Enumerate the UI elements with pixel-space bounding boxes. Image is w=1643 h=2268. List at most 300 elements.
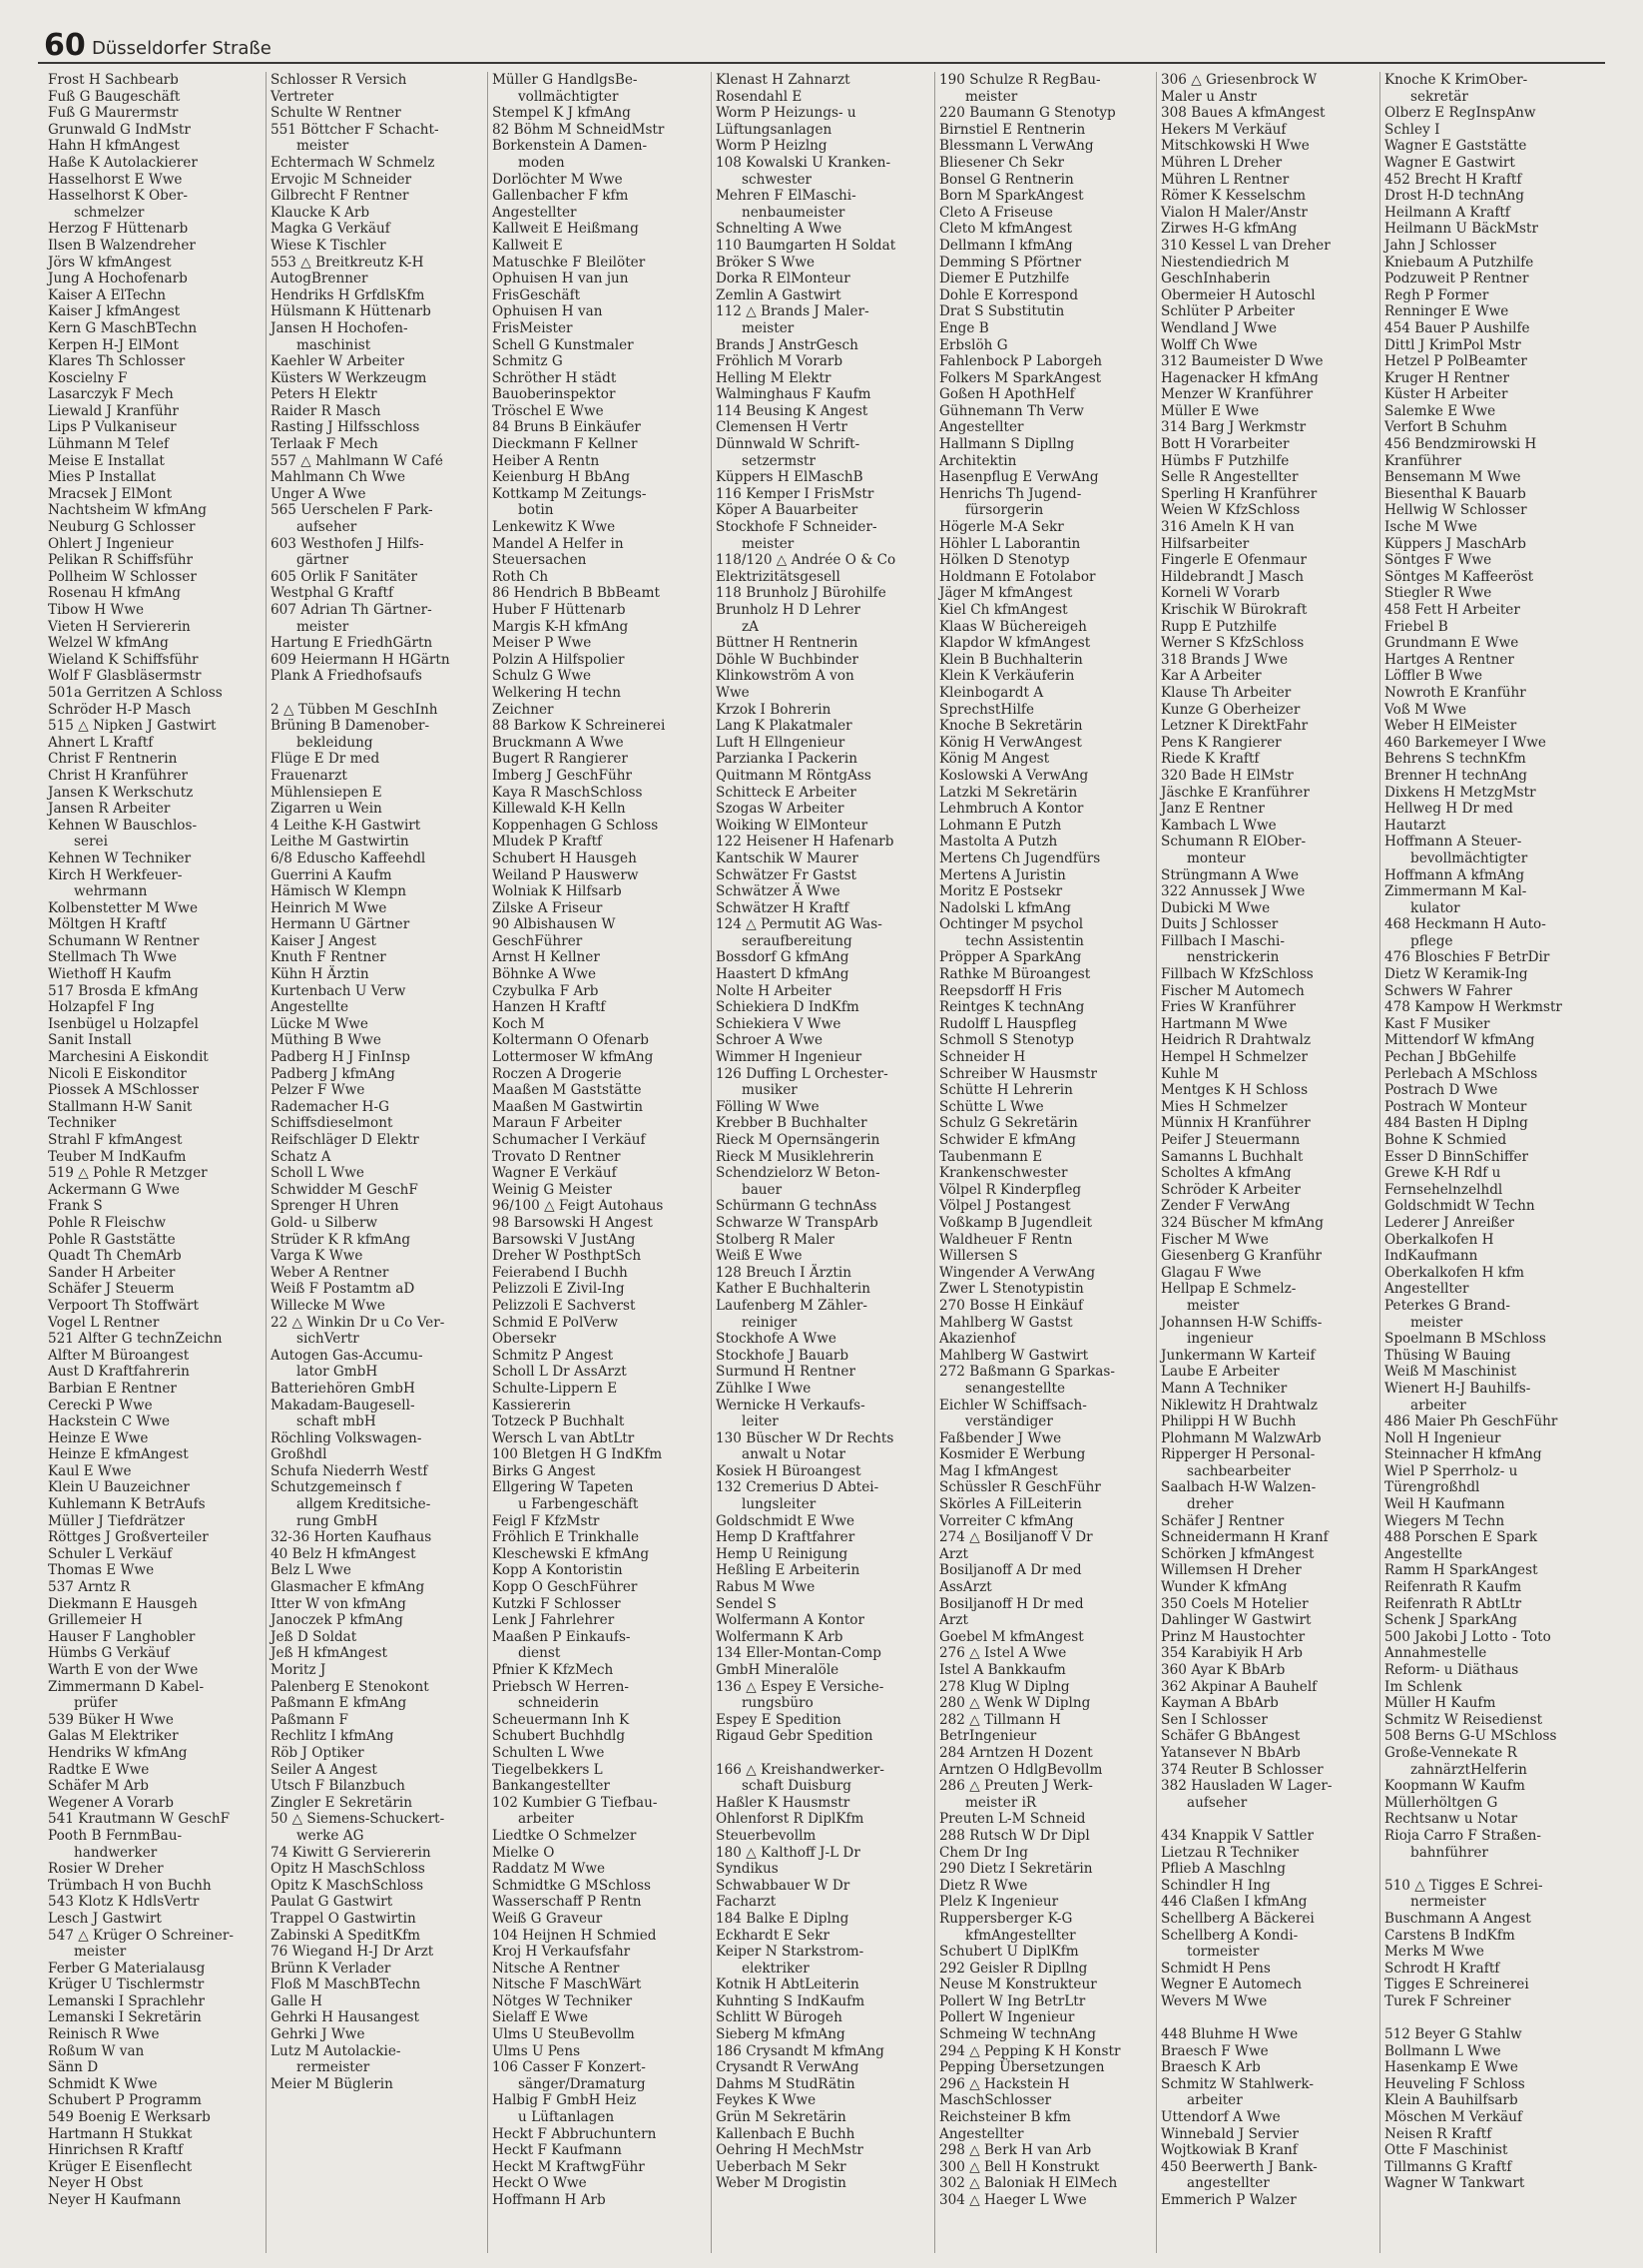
directory-entry: Kirch H Werkfeuer- — [48, 866, 183, 883]
directory-entry: Kuhlemann K BetrAufs — [48, 1496, 206, 1513]
directory-entry: Goebel M kfmAngest — [939, 1628, 1084, 1645]
directory-entry: Möschen M Verkäuf — [1384, 2109, 1523, 2126]
directory-entry: 452 Brecht H Kraftf — [1384, 171, 1522, 188]
directory-entry: Bauoberinspektor — [492, 386, 616, 403]
directory-entry: angestellter — [1187, 2175, 1270, 2192]
directory-entry: Stellmach Th Wwe — [48, 949, 177, 966]
directory-entry: Wunder K kfmAng — [1161, 1579, 1288, 1596]
directory-entry: Facharzt — [716, 1894, 777, 1911]
directory-entry: Peters H Elektr — [271, 386, 377, 403]
directory-entry: 118/120 △ Andrée O & Co — [716, 552, 896, 569]
street-title: Düsseldorfer Straße — [92, 38, 272, 59]
directory-entry: Ellgering W Tapeten — [492, 1479, 634, 1496]
directory-entry: 40 Belz H kfmAngest — [271, 1545, 416, 1562]
directory-entry: Ilsen B Walzendreher — [48, 237, 196, 254]
directory-entry: Kallenbach E Buchh — [716, 2125, 855, 2142]
directory-entry: Rigaud Gebr Spedition — [716, 1728, 873, 1745]
directory-entry: meister — [296, 138, 349, 155]
directory-entry: Bruckmann A Wwe — [492, 734, 624, 751]
directory-entry: Goldschmidt E Wwe — [716, 1512, 855, 1529]
directory-entry: Schmitz W Reisedienst — [1384, 1711, 1543, 1728]
directory-entry: Rabus M Wwe — [716, 1579, 816, 1596]
directory-entry: Sielaff E Wwe — [492, 2009, 589, 2026]
directory-entry: meister — [1187, 1297, 1240, 1314]
directory-entry: Köper A Bauarbeiter — [716, 502, 858, 519]
directory-column-5 — [934, 72, 1156, 2253]
directory-entry: Zimmermann D Kabel- — [48, 1678, 205, 1695]
directory-entry: Worm P Heizlng — [716, 138, 827, 155]
directory-entry: Dünnwald W Schrift- — [716, 436, 860, 453]
directory-entry: Röchling Volkswagen- — [271, 1429, 422, 1446]
directory-entry: Galle H — [271, 1992, 322, 2009]
directory-entry: Wolff Ch Wwe — [1161, 336, 1258, 353]
directory-entry: Oberkalkofen H kfm — [1384, 1264, 1524, 1281]
directory-column-4 — [711, 72, 934, 2253]
directory-entry: Bröker S Wwe — [716, 254, 816, 271]
directory-entry: Pelizzoli E Sachverst — [492, 1297, 636, 1314]
directory-entry: kfmAngestellter — [965, 1927, 1076, 1944]
directory-entry: Hölken D Stenotyp — [939, 552, 1070, 569]
directory-entry: meister — [742, 535, 795, 552]
directory-entry: Enge B — [939, 319, 989, 336]
directory-entry: Hasselhorst E Wwe — [48, 171, 183, 188]
directory-entry: Kleschewski E kfmAng — [492, 1545, 650, 1562]
directory-entry: Frost H Sachbearb — [48, 72, 179, 88]
directory-entry: Steinnacher H kfmAng — [1384, 1446, 1542, 1463]
directory-entry: Dietz R Wwe — [939, 1877, 1028, 1894]
directory-entry: 354 Karabiyik H Arb — [1161, 1645, 1303, 1662]
directory-entry: 603 Westhofen J Hilfs- — [271, 535, 424, 552]
directory-entry: Krüger E Eisenflecht — [48, 2158, 193, 2175]
directory-entry: Höhler L Laborantin — [939, 535, 1081, 552]
directory-entry: Opitz K MaschSchloss — [271, 1877, 424, 1894]
directory-entry: Sieberg M kfmAng — [716, 2026, 845, 2043]
directory-entry: Zimmermann M Kal- — [1384, 883, 1527, 900]
directory-entry: 360 Ayar K BbArb — [1161, 1662, 1286, 1678]
directory-entry: Völpel J Postangest — [939, 1198, 1071, 1215]
directory-entry: Latzki M Sekretärin — [939, 784, 1078, 801]
directory-entry: schmelzer — [74, 204, 145, 221]
directory-entry: Lasarczyk F Mech — [48, 386, 174, 403]
directory-entry: Diekmann E Hausgeh — [48, 1595, 198, 1612]
directory-entry: Gold- u Silberw — [271, 1214, 377, 1231]
directory-column-2 — [266, 72, 487, 2253]
directory-entry: Klause Th Arbeiter — [1161, 684, 1292, 701]
directory-entry: Surmund H Rentner — [716, 1364, 855, 1381]
directory-entry: Kather E Buchhalterin — [716, 1281, 871, 1298]
directory-entry: Hinrichsen R Kraftf — [48, 2142, 184, 2159]
directory-entry: Lang K Plakatmaler — [716, 718, 852, 735]
directory-entry: Jahn J Schlosser — [1384, 237, 1496, 254]
directory-entry: Klenast H Zahnarzt — [716, 72, 850, 88]
directory-entry: Brünn K Verlader — [271, 1960, 391, 1977]
directory-entry: Barsowski V JustAng — [492, 1231, 636, 1248]
directory-entry: arbeiter — [1410, 1397, 1466, 1414]
directory-entry: Mracsek J ElMont — [48, 485, 173, 502]
directory-entry: Schubert H Hausgeh — [492, 850, 637, 866]
directory-entry: Dieckmann F Kellner — [492, 436, 638, 453]
directory-entry: Dellmann I kfmAng — [939, 237, 1073, 254]
directory-entry: Samanns L Buchhalt — [1161, 1148, 1304, 1165]
directory-entry: Kaiser J Angest — [271, 932, 376, 949]
directory-entry: Kallweit E — [492, 237, 563, 254]
directory-entry: Buschmann A Angest — [1384, 1910, 1531, 1927]
directory-entry: Grewe K-H Rdf u — [1384, 1165, 1501, 1182]
directory-entry: leiter — [742, 1414, 779, 1430]
directory-entry: Fröhlich M Vorarb — [716, 353, 843, 370]
directory-entry: serei — [74, 834, 108, 850]
directory-entry: Bohne K Schmied — [1384, 1132, 1507, 1148]
directory-entry: Stockhofe A Wwe — [716, 1331, 836, 1348]
directory-entry: 74 Kiwitt G Serviererin — [271, 1844, 431, 1861]
directory-entry: Kutzki F Schlosser — [492, 1595, 621, 1612]
directory-entry: aufseher — [296, 519, 357, 536]
directory-entry: Glasmacher E kfmAng — [271, 1579, 425, 1596]
directory-entry: Küppers J MaschArb — [1384, 535, 1527, 552]
directory-entry: Hempel H Schmelzer — [1161, 1049, 1309, 1066]
directory-entry: Rosenau H kfmAng — [48, 585, 181, 602]
directory-entry: 122 Heisener H Hafenarb — [716, 834, 894, 850]
directory-entry: vollmächtigter — [518, 88, 619, 105]
directory-entry: Kar A Arbeiter — [1161, 668, 1262, 685]
directory-entry: Plohmann M WalzwArb — [1161, 1429, 1322, 1446]
directory-entry: Kolbenstetter M Wwe — [48, 899, 198, 916]
directory-entry: Schörken J kfmAngest — [1161, 1545, 1315, 1562]
directory-entry: Wingender A VerwAng — [939, 1264, 1096, 1281]
directory-entry: Jörs W kfmAngest — [48, 254, 172, 271]
directory-entry: sichVertr — [296, 1331, 359, 1348]
directory-entry: lator GmbH — [296, 1364, 378, 1381]
directory-entry: Holdmann E Fotolabor — [939, 568, 1096, 585]
directory-entry: 304 △ Haeger L Wwe — [939, 2192, 1087, 2208]
directory-entry: Söntges F Wwe — [1384, 552, 1492, 569]
directory-entry: Huber F Hüttenarb — [492, 602, 626, 618]
directory-entry: Schmitz P Angest — [492, 1347, 614, 1364]
directory-entry: 180 △ Kalthoff J-L Dr — [716, 1844, 860, 1861]
directory-entry: Hagenacker H kfmAng — [1161, 369, 1319, 386]
directory-entry: Meier M Büglerin — [271, 2075, 393, 2092]
directory-entry: Zeichner — [492, 701, 554, 718]
directory-entry: GeschFührer — [492, 932, 583, 949]
directory-entry — [271, 685, 487, 702]
directory-entry: handwerker — [74, 1844, 158, 1861]
directory-entry: Ueberbach M Sekr — [716, 2158, 846, 2175]
directory-entry: 565 Uerschelen F Park- — [271, 502, 433, 519]
directory-entry: Schendzielorz W Beton- — [716, 1165, 880, 1182]
directory-entry: Lederer J Anreißer — [1384, 1214, 1515, 1231]
directory-entry: Gehrki H Hausangest — [271, 2009, 419, 2026]
directory-entry: Schreiber W Hausmstr — [939, 1065, 1097, 1082]
directory-entry: Schwidder M GeschF — [271, 1181, 418, 1198]
directory-entry: Architektin — [939, 452, 1017, 469]
directory-entry: Holzapfel F Ing — [48, 999, 155, 1016]
directory-entry: Pooth B FernmBau- — [48, 1827, 183, 1844]
directory-entry: Schiekiera V Wwe — [716, 1015, 841, 1032]
directory-entry: fürsorgerin — [965, 502, 1044, 519]
directory-entry: Schufa Niederrh Westf — [271, 1462, 428, 1479]
directory-entry: Drost H-D technAng — [1384, 188, 1524, 205]
directory-entry: Makadam-Baugesell- — [271, 1397, 415, 1414]
directory-entry: Wieland K Schiffsführ — [48, 651, 199, 668]
directory-entry: FrisMeister — [492, 319, 573, 336]
directory-entry: 100 Bletgen H G IndKfm — [492, 1446, 663, 1463]
directory-entry: Taubenmann E — [939, 1148, 1043, 1165]
directory-entry: MaschSchlosser — [939, 2092, 1052, 2109]
directory-entry: Sander H Arbeiter — [48, 1264, 176, 1281]
directory-entry: Meise E Installat — [48, 452, 165, 469]
directory-entry: Rioja Carro F Straßen- — [1384, 1827, 1542, 1844]
directory-entry: Kast F Musiker — [1384, 1015, 1490, 1032]
directory-entry: Steuerbevollm — [716, 1827, 817, 1844]
directory-entry: Opitz H MaschSchloss — [271, 1861, 425, 1878]
directory-entry: Jansen K Werkschutz — [48, 784, 194, 801]
directory-entry: Riede K Kraftf — [1161, 751, 1260, 768]
directory-entry: Röttges J Großverteiler — [48, 1529, 209, 1546]
directory-entry: Römer K Kesselschm — [1161, 188, 1307, 205]
directory-entry: Schubert U DiplKfm — [939, 1944, 1079, 1961]
directory-entry: Krebber B Buchhalter — [716, 1115, 867, 1132]
directory-entry: Vorreiter C kfmAng — [939, 1512, 1074, 1529]
directory-entry: Angestellte — [1384, 1545, 1463, 1562]
directory-entry: Fernsehelnzelhdl — [1384, 1181, 1503, 1198]
directory-entry: Hautarzt — [1384, 817, 1446, 834]
directory-entry: Nowroth E Kranführ — [1384, 684, 1526, 701]
directory-entry: Wimmer H Ingenieur — [716, 1049, 862, 1066]
directory-entry: Weber M Drogistin — [716, 2175, 846, 2192]
directory-entry: Kranführer — [1384, 452, 1462, 469]
directory-entry: Pohle R Fleischw — [48, 1214, 166, 1231]
directory-entry: Scholtes A kfmAng — [1161, 1165, 1292, 1182]
directory-entry: Cerecki P Wwe — [48, 1397, 153, 1414]
directory-entry: Dahlinger W Gastwirt — [1161, 1612, 1312, 1629]
directory-entry: Willecke M Wwe — [271, 1297, 385, 1314]
directory-entry: Batteriehören GmbH — [271, 1380, 415, 1397]
directory-entry: Lemanski I Sprachlehr — [48, 1992, 206, 2009]
directory-entry: 6/8 Eduscho Kaffeehdl — [271, 850, 426, 866]
directory-entry: Niklewitz H Drahtwalz — [1161, 1397, 1318, 1414]
directory-entry: Lutz M Autolackie- — [271, 2042, 401, 2059]
directory-entry: Mies H Schmelzer — [1161, 1098, 1288, 1115]
directory-entry: 476 Bloschies F BetrDir — [1384, 949, 1550, 966]
directory-entry: Nachtsheim W kfmAng — [48, 502, 207, 519]
directory-entry: Kunze G Oberheizer — [1161, 701, 1301, 718]
directory-entry: Schell G Kunstmaler — [492, 336, 634, 353]
directory-entry: meister — [1410, 1314, 1463, 1331]
directory-entry: Schuler L Verkäuf — [48, 1545, 173, 1562]
directory-entry: Polzin A Hilfspolier — [492, 651, 625, 668]
directory-entry: Istel A Bankkaufm — [939, 1662, 1066, 1678]
directory-entry: Weiß M Maschinist — [1384, 1364, 1517, 1381]
directory-entry: Goßen H ApothHelf — [939, 386, 1075, 403]
directory-column-7 — [1379, 72, 1607, 2253]
directory-entry: Schiekiera D IndKfm — [716, 999, 859, 1016]
directory-entry: Born M SparkAngest — [939, 188, 1084, 205]
directory-entry: Maraun F Arbeiter — [492, 1115, 622, 1132]
directory-entry: Pollert W Ing BetrLtr — [939, 1992, 1086, 2009]
directory-entry: Leithe M Gastwirtin — [271, 834, 409, 850]
directory-entry: zahnärztHelferin — [1410, 1761, 1527, 1778]
directory-entry: Drat S Substitutin — [939, 303, 1065, 320]
directory-entry: Knoche B Sekretärin — [939, 718, 1083, 735]
directory-entry: Welzel W kfmAng — [48, 635, 169, 652]
directory-entry: Ulms U SteuBevollm — [492, 2026, 635, 2043]
directory-entry: Schmidt H Pens — [1161, 1960, 1271, 1977]
directory-entry: Zingler E Sekretärin — [271, 1794, 413, 1811]
directory-entry: Feierabend I Buchh — [492, 1264, 628, 1281]
directory-entry: Brunholz H D Lehrer — [716, 602, 861, 618]
directory-entry: Schenk J SparkAng — [1384, 1612, 1517, 1629]
directory-entry: Kniebaum A Putzhilfe — [1384, 254, 1534, 271]
directory-entry: Schumann W Rentner — [48, 932, 200, 949]
directory-entry: Böhnke A Wwe — [492, 966, 597, 983]
directory-entry: Otte F Maschinist — [1384, 2142, 1508, 2159]
directory-entry: Knuth F Rentner — [271, 949, 386, 966]
directory-entry: Clemensen H Vertr — [716, 419, 847, 436]
directory-entry: Paßmann F — [271, 1711, 348, 1728]
directory-entry: Hauser F Langhobler — [48, 1628, 196, 1645]
directory-entry: Strüngmann A Wwe — [1161, 866, 1300, 883]
directory-entry: Jäschke E Kranführer — [1161, 784, 1310, 801]
directory-entry: Lips P Vulkaniseur — [48, 419, 177, 436]
directory-entry: Ripperger H Personal- — [1161, 1446, 1316, 1463]
directory-entry: Kruger H Rentner — [1384, 369, 1509, 386]
directory-entry: 320 Bade H ElMstr — [1161, 767, 1294, 784]
directory-entry: Dorka R ElMonteur — [716, 271, 850, 287]
directory-entry: Wevers M Wwe — [1161, 1992, 1268, 2009]
directory-entry: Bankangestellter — [492, 1778, 610, 1795]
directory-entry: anwalt u Notar — [742, 1446, 845, 1463]
directory-entry: Hildebrandt J Masch — [1161, 568, 1304, 585]
directory-entry: Schumacher I Verkäuf — [492, 1132, 646, 1148]
directory-entry: Rechtsanw u Notar — [1384, 1811, 1518, 1828]
directory-entry: Lühmann M Telef — [48, 436, 170, 453]
directory-entry: Lietzau R Techniker — [1161, 1844, 1300, 1861]
directory-entry: Grillemeier H — [48, 1612, 143, 1629]
directory-entry: Zender F VerwAng — [1161, 1198, 1291, 1215]
directory-entry: Olberz E RegInspAnw — [1384, 105, 1536, 122]
directory-entry: 486 Maier Ph GeschFühr — [1384, 1414, 1558, 1430]
directory-entry: Schatz A — [271, 1148, 331, 1165]
directory-entry: Emmerich P Walzer — [1161, 2192, 1297, 2208]
directory-entry: Bliesener Ch Sekr — [939, 154, 1064, 171]
directory-entry: Haßler K Hausmstr — [716, 1794, 850, 1811]
directory-entry: Brüning B Damenober- — [271, 718, 430, 735]
directory-entry: Kallweit E Heißmang — [492, 221, 639, 238]
directory-entry: Küsters W Werkzeugm — [271, 369, 427, 386]
directory-entry: Frauenarzt — [271, 767, 347, 784]
directory-entry: Gilbrecht F Rentner — [271, 188, 409, 205]
directory-entry: Heiber A Rentn — [492, 452, 600, 469]
directory-entry: 132 Cremerius D Abtei- — [716, 1479, 879, 1496]
directory-entry: nenbaumeister — [742, 204, 845, 221]
directory-entry: verständiger — [965, 1414, 1053, 1430]
directory-entry: 543 Klotz K HdlsVertr — [48, 1894, 200, 1911]
directory-entry: 362 Akpinar A Bauhelf — [1161, 1678, 1318, 1695]
directory-entry: Roczen A Drogerie — [492, 1065, 622, 1082]
directory-entry: prüfer — [74, 1695, 118, 1712]
directory-entry: Obermeier H Autoschl — [1161, 286, 1316, 303]
directory-entry: Espey E Spedition — [716, 1711, 841, 1728]
directory-entry: 557 △ Mahlmann W Café — [271, 452, 443, 469]
directory-entry: Nitsche F MaschWärt — [492, 1977, 642, 1993]
directory-entry: Wiel P Sperrholz- u — [1384, 1462, 1518, 1479]
directory-entry: Hartmann H Stukkat — [48, 2125, 193, 2142]
directory-entry: Wagner E Verkäuf — [492, 1165, 617, 1182]
directory-entry: Schutzgemeinsch f — [271, 1479, 401, 1496]
directory-entry: Stiegler R Wwe — [1384, 585, 1492, 602]
directory-entry: Feigl F KfzMstr — [492, 1512, 600, 1529]
directory-entry: Magka G Verkäuf — [271, 221, 390, 238]
directory-entry: Eichler W Schiffsach- — [939, 1397, 1087, 1414]
directory-entry: Schrodt H Kraftf — [1384, 1960, 1500, 1977]
directory-entry: 450 Beerwerth J Bank- — [1161, 2158, 1318, 2175]
directory-entry: Parzianka I Packerin — [716, 751, 857, 768]
directory-entry: Echtermach W Schmelz — [271, 154, 435, 171]
directory-entry: Preuten L-M Schneid — [939, 1811, 1086, 1828]
directory-entry: senangestellte — [965, 1380, 1066, 1397]
directory-entry: 316 Ameln K H van — [1161, 519, 1295, 536]
directory-entry: AutogBrenner — [271, 271, 368, 287]
directory-entry: Tröschel E Wwe — [492, 402, 604, 419]
directory-entry: Welkering H techn — [492, 684, 621, 701]
directory-entry: Weber H ElMeister — [1384, 718, 1517, 735]
directory-entry: Menzer W Kranführer — [1161, 386, 1314, 403]
directory-entry: Küster H Arbeiter — [1384, 386, 1508, 403]
directory-entry: Angestellte — [271, 999, 349, 1016]
directory-entry: 306 △ Griesenbrock W — [1161, 72, 1318, 88]
directory-entry: 324 Büscher M kfmAng — [1161, 1214, 1324, 1231]
directory-entry: Prinz M Haustochter — [1161, 1628, 1306, 1645]
directory-entry: Bugert R Rangierer — [492, 751, 628, 768]
directory-entry: pflege — [1410, 932, 1453, 949]
directory-entry: Pelzer F Wwe — [271, 1082, 365, 1099]
directory-entry: Trovato D Rentner — [492, 1148, 621, 1165]
directory-entry: Hermann U Gärtner — [271, 916, 410, 933]
directory-entry: Akazienhof — [939, 1331, 1016, 1348]
directory-entry: 298 △ Berk H van Arb — [939, 2142, 1092, 2159]
directory-entry: meister iR — [965, 1794, 1037, 1811]
directory-entry: 190 Schulze R RegBau- — [939, 72, 1101, 88]
directory-entry: Carstens B IndKfm — [1384, 1927, 1515, 1944]
directory-entry: Kaiser A ElTechn — [48, 286, 167, 303]
directory-entry: Duits J Schlosser — [1161, 916, 1279, 933]
directory-entry: Pepping Übersetzungen — [939, 2059, 1105, 2076]
directory-entry: Wwe — [716, 684, 750, 701]
directory-entry: Rademacher H-G — [271, 1098, 389, 1115]
directory-entry: 116 Kemper I FrisMstr — [716, 485, 874, 502]
directory-entry: Nolte H Arbeiter — [716, 982, 831, 999]
directory-entry: Ohlert J Ingenieur — [48, 535, 174, 552]
directory-entry: Arntzen O HdlgBevollm — [939, 1761, 1103, 1778]
directory-entry: Fölling W Wwe — [716, 1098, 820, 1115]
directory-entry: Schroer A Wwe — [716, 1032, 823, 1049]
directory-entry: 484 Basten H Diplng — [1384, 1115, 1528, 1132]
directory-entry: Reifenrath R AbtLtr — [1384, 1595, 1522, 1612]
directory-entry: Niestendiedrich M — [1161, 254, 1290, 271]
directory-entry: Mehren F ElMaschi- — [716, 188, 856, 205]
directory-entry: Raddatz M Wwe — [492, 1861, 605, 1878]
directory-entry: Müllerhöltgen G — [1384, 1794, 1498, 1811]
directory-entry: Rosier W Dreher — [48, 1861, 164, 1878]
directory-entry: Reinisch R Wwe — [48, 2026, 160, 2043]
directory-entry: Tibow H Wwe — [48, 602, 145, 618]
directory-entry: Krischik W Bürokraft — [1161, 602, 1308, 618]
directory-entry: Hackstein C Wwe — [48, 1414, 171, 1430]
directory-entry: Weil H Kaufmann — [1384, 1496, 1505, 1513]
directory-entry: Jäger M kfmAngest — [939, 585, 1073, 602]
directory-entry: Kaya R MaschSchloss — [492, 784, 643, 801]
directory-entry: 32-36 Horten Kaufhaus — [271, 1529, 432, 1546]
